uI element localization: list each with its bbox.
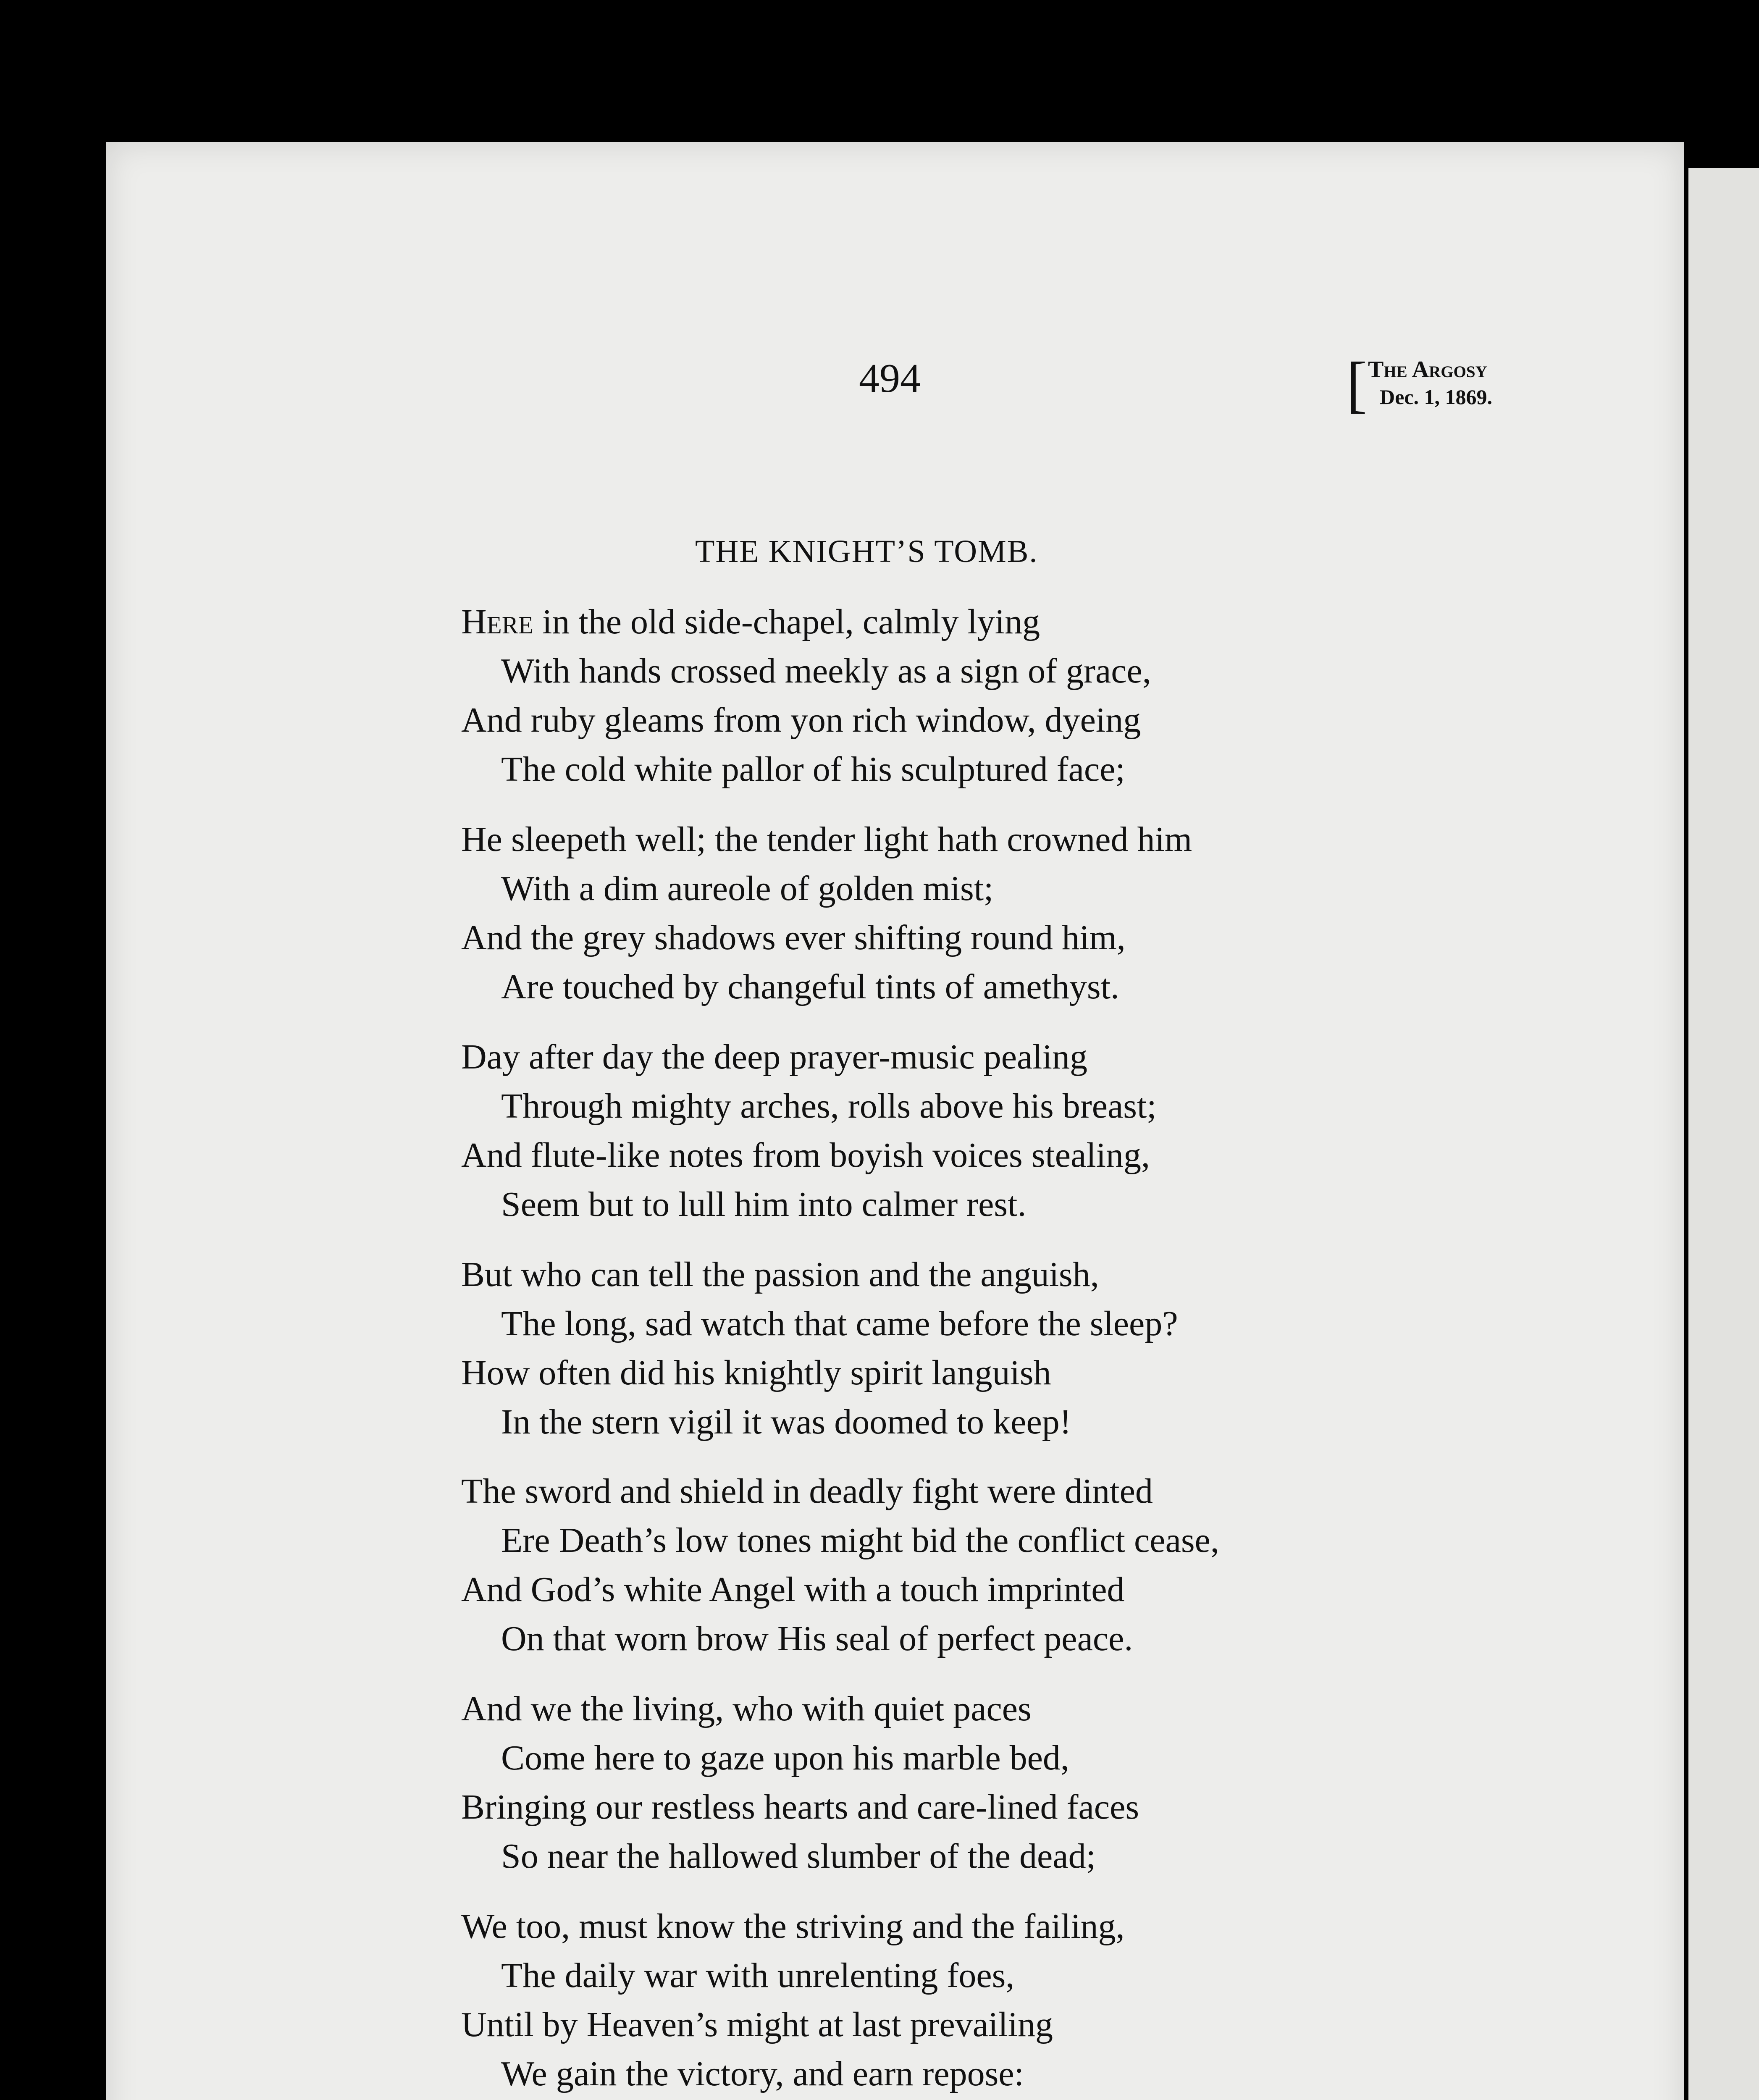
poem-line: The sword and shield in deadly fight were dinted [461,1472,1153,1511]
poem-line: Are touched by changeful tints of amethyst. [501,967,1119,1006]
poem-line: But who can tell the passion and the anguish, [461,1255,1099,1294]
poem-line: The long, sad watch that came before the sleep? [501,1304,1178,1343]
stanza-1 [461,597,1427,794]
poem-line: In the stern vigil it was doomed to keep! [501,1402,1071,1441]
stanza-4 [461,1250,1427,1446]
page-number: 494 [859,356,921,401]
stanza-5 [461,1467,1427,1663]
poem-title: THE KNIGHT’S TOMB. [695,534,1038,569]
running-head-bracket: [ [1346,349,1367,419]
poem-line: Day after day the deep prayer-music pealing [461,1037,1087,1076]
poem-line: Until by Heaven’s might at last prevailing [461,2005,1053,2044]
stanza-7 [461,1902,1427,2098]
poem-line: How often did his knightly spirit languish [461,1353,1051,1392]
poem-line: We too, must know the striving and the failing, [461,1907,1125,1946]
poem-line: Come here to gaze upon his marble bed, [501,1738,1069,1777]
adjacent-page-edge [1688,168,1759,2100]
running-head-title: The Argosy [1368,357,1487,383]
poem-line: Bringing our restless hearts and care-lined faces [461,1788,1139,1827]
poem-line: The cold white pallor of his sculptured face; [501,750,1125,789]
opening-word: Here [461,602,534,641]
poem-line: And we the living, who with quiet paces [461,1689,1032,1728]
poem-line: With hands crossed meekly as a sign of grace, [501,651,1151,690]
poem-line: We gain the victory, and earn repose: [501,2054,1024,2093]
poem-line: And the grey shadows ever shifting round him, [461,918,1126,957]
poem-line: And ruby gleams from yon rich window, dyeing [461,701,1141,740]
stanza-6 [461,1684,1427,1881]
poem-line: And God’s white Angel with a touch imprinted [461,1570,1125,1609]
poem-line: On that worn brow His seal of perfect peace. [501,1619,1133,1658]
poem-line: Seem but to lull him into calmer rest. [501,1185,1027,1224]
poem-line: Here in the old side-chapel, calmly lying [461,602,1040,641]
stanza-2 [461,815,1427,1011]
stanza-3 [461,1032,1427,1229]
poem-line: Through mighty arches, rolls above his breast; [501,1087,1157,1126]
poem-line: So near the hallowed slumber of the dead; [501,1837,1096,1876]
poem-line: And flute-like notes from boyish voices stealing, [461,1136,1150,1175]
poem-line: The daily war with unrelenting foes, [501,1956,1015,1995]
running-head [1346,349,1565,419]
running-head-date: Dec. 1, 1869. [1380,385,1492,409]
poem-line: Ere Death’s low tones might bid the conflict cease, [501,1521,1219,1560]
poem-line: He sleepeth well; the tender light hath crowned him [461,820,1192,859]
poem-line: With a dim aureole of golden mist; [501,869,994,908]
